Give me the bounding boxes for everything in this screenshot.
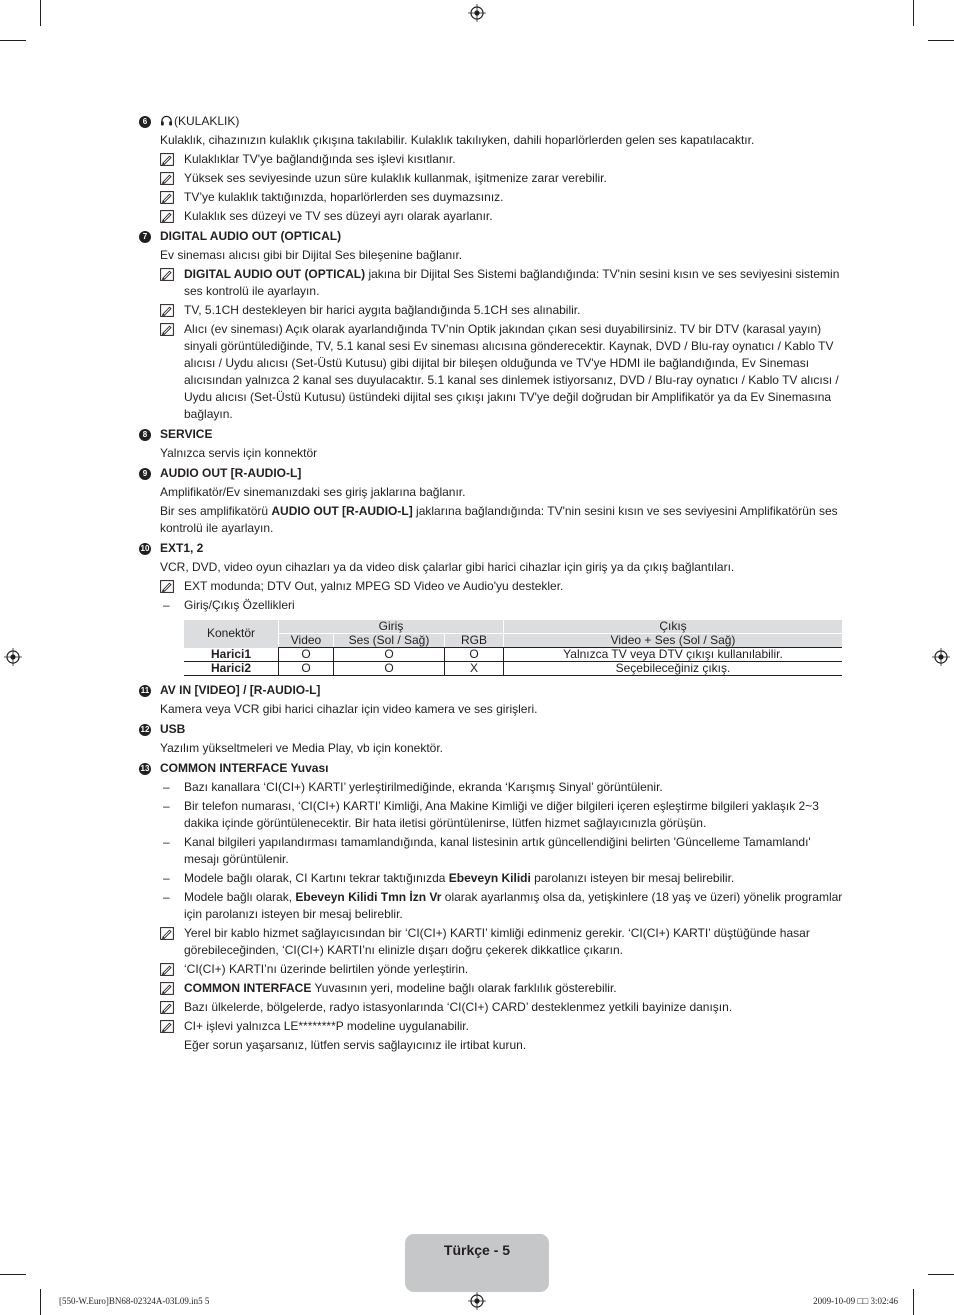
crop-mark	[928, 40, 954, 41]
text-run: Bir telefon numarası, ‘CI(CI+) KARTI’ Kimliği, Ana Makine Kimliği ve diğer bilgileri içeren eşleştirme bilgileri yaklaşık 2~3 dakika içinde görüntülenecektir. Bir hata iletisi görüntülenirse, lütfen hizmet sağlayıcınızla görüşün.	[184, 799, 819, 830]
note-item	[160, 980, 844, 997]
table-cell: O	[279, 662, 334, 676]
paragraph	[160, 503, 844, 537]
dash-item	[160, 870, 844, 887]
note-item	[160, 925, 844, 959]
registration-mark-icon	[4, 648, 22, 666]
table-subheader-cell: Ses (Sol / Sağ)	[334, 634, 445, 648]
text-run: Bazı kanallara ‘CI(CI+) KARTI’ yerleştirilmediğinde, ekranda ‘Karışmış Sinyal’ görüntülenir.	[184, 780, 663, 794]
table-cell: Harici1	[184, 648, 279, 662]
note-item	[160, 151, 844, 168]
paragraph	[160, 445, 844, 462]
crop-mark	[40, 1289, 41, 1315]
plain-note-line	[160, 1037, 844, 1054]
section-title: COMMON INTERFACE Yuvası	[160, 761, 329, 775]
table-header-input: Giriş	[279, 620, 504, 634]
text-run: Kulaklık ses düzeyi ve TV ses düzeyi ayrı olarak ayarlanır.	[184, 209, 493, 223]
paragraph	[160, 132, 844, 149]
section-6	[139, 113, 844, 225]
text-run: Bazı ülkelerde, bölgelerde, radyo istasyonlarında ‘CI(CI+) CARD’ desteklenmez yetkili bayinize danışın.	[184, 1000, 733, 1014]
section-heading	[142, 113, 844, 130]
dash-item	[160, 597, 844, 614]
text-run: EXT modunda; DTV Out, yalnız MPEG SD Video ve Audio'yu destekler.	[184, 579, 564, 593]
section-number-badge: 10	[140, 544, 150, 553]
note-item	[160, 302, 844, 319]
text-run: olarak ayarlanmış olsa da, yetişkinlere (18 yaş ve üzeri) yönelik programlar için parolanızı isteyen bir mesaj belireblir.	[184, 890, 843, 921]
text-run: Ev sineması alıcısı gibi bir Dijital Ses bileşenine bağlanır.	[160, 248, 463, 262]
text-run: Modele bağlı olarak, CI Kartını tekrar taktığınızda	[184, 871, 449, 885]
text-run: Yalnızca servis için konnektör	[160, 446, 318, 460]
text-run: jakına bir Dijital Ses Sistemi bağlandığında: TV'nin sesini kısın ve ses seviyesini sistemin ses kontrolü ile ayarlayın.	[184, 267, 840, 298]
table-row	[184, 648, 842, 662]
table-cell: O	[334, 662, 445, 676]
table-cell: Harici2	[184, 662, 279, 676]
note-icon	[160, 927, 174, 940]
text-run: Yazılım yükseltmeleri ve Media Play, vb için konektör.	[160, 741, 443, 755]
table-cell: O	[445, 648, 504, 662]
section-number-badge: 7	[139, 231, 151, 243]
note-icon	[160, 1001, 174, 1014]
section-title: SERVICE	[160, 427, 213, 441]
text-run: parolanızı isteyen bir mesaj belirebilir.	[530, 871, 735, 885]
registration-mark-icon	[468, 4, 486, 22]
note-item	[160, 170, 844, 187]
dash-item	[160, 834, 844, 868]
note-item	[160, 999, 844, 1016]
dash-bullet: –	[163, 598, 170, 612]
page-number-tab	[405, 1234, 549, 1292]
text-run: Kulaklık, cihazınızın kulaklık çıkışına takılabilir. Kulaklık takılıyken, dahili hoparlörlerden gelen ses kapatılacaktır.	[160, 133, 755, 147]
text-run: Yüksek ses seviyesinde uzun süre kulaklık kullanmak, işitmenize zarar verebilir.	[184, 171, 607, 185]
crop-mark	[0, 40, 26, 41]
text-run: Amplifikatör/Ev sinemanızdaki ses giriş jaklarına bağlanır.	[160, 485, 466, 499]
crop-mark	[913, 0, 914, 26]
note-item	[160, 266, 844, 300]
section-8	[139, 426, 844, 462]
text-run: Giriş/Çıkış Özellikleri	[184, 598, 295, 612]
note-item	[160, 321, 844, 423]
section-heading	[140, 682, 844, 699]
dash-item	[160, 779, 844, 796]
section-title: (KULAKLIK)	[174, 114, 240, 128]
paragraph	[160, 484, 844, 501]
text-run: Yuvasının yeri, modeline bağlı olarak farklılık gösterebilir.	[311, 981, 617, 995]
section-heading	[140, 721, 844, 738]
text-run: Kanal bilgileri yapılandırması tamamlandığında, kanal listesinin artık güncellendiğini belirten 'Güncelleme Tamamlandı' mesajı görüntülenir.	[184, 835, 811, 866]
dash-bullet: –	[163, 799, 170, 813]
section-title: AV IN [VIDEO] / [R-AUDIO-L]	[160, 683, 321, 697]
note-icon	[160, 1020, 174, 1033]
section-7	[139, 228, 844, 423]
section-heading	[140, 760, 844, 777]
note-icon	[160, 323, 174, 336]
crop-mark	[40, 0, 41, 26]
text-run: Alıcı (ev sineması) Açık olarak ayarlandığında TV’nin Optik jakından çıkan sesi duyabilirsiniz. TV bir DTV (karasal yayın) sinyali görüntülediğinde, TV, 5.1 kanal sesi Ev sineması alıcısına gönderecektir. Kaynak, DVD / Blu-ray oynatıcı / Kablo TV alıcısı / Uydu alıcısı (Set-Üstü Kutusu) gibi dijital bir bileşen olduğunda ve TV'ye HDMI ile bağlandığında, Ev Sineması alıcısından yalnızca 2 kanal ses duyulacaktır. 5.1 kanal ses dinlemek istiyorsanız, DVD / Blu-ray oynatıcı / Kablo TV alıcısı / Uydu alıcısı (Set-Üstü Kutusu) üstündeki dijital ses çıkışı jakını TV'ye değil doğrudan bir Amplifikatör ya da Ev Sinemasına bağlayın.	[184, 322, 839, 421]
crop-mark	[0, 1274, 26, 1275]
text-run: VCR, DVD, video oyun cihazları ya da video disk çalarlar gibi harici cihazlar için giriş ya da çıkış bağlantıları.	[160, 560, 735, 574]
note-icon	[160, 172, 174, 185]
ports-table	[184, 620, 842, 676]
text-run: TV’ye kulaklık taktığınızda, hoparlörlerden ses duymazsınız.	[184, 190, 504, 204]
note-item	[160, 578, 844, 595]
text-run: Kulaklıklar TV'ye bağlandığında ses işlevi kısıtlanır.	[184, 152, 456, 166]
section-heading	[142, 465, 844, 482]
note-item	[160, 1018, 844, 1035]
text-run: ‘CI(CI+) KARTI’nı üzerinde belirtilen yönde yerleştirin.	[184, 962, 469, 976]
table-subheader-cell: RGB	[445, 634, 504, 648]
dash-item	[160, 889, 844, 923]
bold-term: AUDIO OUT [R-AUDIO-L]	[271, 504, 413, 518]
section-number-badge: 6	[139, 116, 151, 128]
bold-term: COMMON INTERFACE	[184, 981, 312, 995]
headphone-icon	[160, 115, 173, 126]
note-icon	[160, 304, 174, 317]
dash-item	[160, 798, 844, 832]
text-run: Eğer sorun yaşarsanız, lütfen servis sağlayıcınız ile irtibat kurun.	[184, 1038, 527, 1052]
table-cell: O	[279, 648, 334, 662]
paragraph	[160, 559, 844, 576]
text-run: Modele bağlı olarak,	[184, 890, 296, 904]
note-icon	[160, 210, 174, 223]
paragraph	[160, 701, 844, 718]
table-subheader-cell: Video + Ses (Sol / Sağ)	[504, 634, 843, 648]
section-11	[139, 682, 844, 718]
table-cell: O	[334, 648, 445, 662]
dash-bullet: –	[163, 890, 170, 904]
table-header-connector: Konektör	[184, 620, 279, 648]
note-icon	[160, 580, 174, 593]
table-cell: Seçebileceğiniz çıkış.	[504, 662, 843, 676]
registration-mark-icon	[468, 1292, 486, 1310]
text-run: jaklarına bağlandığında: TV'nin sesini kısın ve ses seviyesini Amplifikatörün ses kontrolü ile ayarlayın.	[160, 504, 838, 535]
registration-mark-icon	[932, 648, 950, 666]
page-content	[139, 110, 844, 1054]
table-subheader-cell: Video	[279, 634, 334, 648]
section-heading	[140, 540, 844, 557]
table-header-row	[184, 620, 842, 634]
section-heading	[142, 228, 844, 245]
table-subheader-row	[184, 634, 842, 648]
bold-term: Ebeveyn Kilidi	[448, 871, 531, 885]
text-run: TV, 5.1CH destekleyen bir harici aygıta bağlandığında 5.1CH ses alınabilir.	[184, 303, 581, 317]
section-heading	[142, 426, 844, 443]
section-number-badge: 11	[140, 686, 150, 695]
table-cell: X	[445, 662, 504, 676]
dash-bullet: –	[163, 835, 170, 849]
paragraph	[160, 247, 844, 264]
note-icon	[160, 191, 174, 204]
dash-bullet: –	[163, 780, 170, 794]
note-icon	[160, 982, 174, 995]
dash-bullet: –	[163, 871, 170, 885]
print-slug-right: 2009-10-09 □□ 3:02:46	[813, 1296, 898, 1306]
section-12	[139, 721, 844, 757]
section-title: DIGITAL AUDIO OUT (OPTICAL)	[160, 229, 342, 243]
section-number-badge: 13	[140, 764, 150, 773]
section-10	[139, 540, 844, 676]
section-number-badge: 12	[140, 725, 150, 734]
crop-mark	[928, 1274, 954, 1275]
text-run: Kamera veya VCR gibi harici cihazlar için video kamera ve ses girişleri.	[160, 702, 538, 716]
bold-term: Ebeveyn Kilidi Tmn İzn Vr	[295, 890, 442, 904]
section-9	[139, 465, 844, 537]
section-number-badge: 9	[139, 468, 151, 480]
text-run: Bir ses amplifikatörü	[160, 504, 272, 518]
paragraph	[160, 740, 844, 757]
page-label: Türkçe - 5	[443, 1242, 511, 1258]
note-icon	[160, 153, 174, 166]
note-item	[160, 961, 844, 978]
text-run: Yerel bir kablo hizmet sağlayıcısından bir ‘CI(CI+) KARTI’ kimliği edinmeniz gerekir. ‘CI(CI+) KARTI’ düştüğünde hasar görebileceğinden, ‘CI(CI+) KARTI’nı elinizle dışarı doğru çekerek dikkatlice çıkarın.	[184, 926, 810, 957]
note-item	[160, 189, 844, 206]
section-title: EXT1, 2	[160, 541, 204, 555]
crop-mark	[913, 1289, 914, 1315]
table-header-output: Çıkış	[504, 620, 843, 634]
table-row	[184, 662, 842, 676]
note-item	[160, 208, 844, 225]
table-cell: Yalnızca TV veya DTV çıkışı kullanılabilir.	[504, 648, 843, 662]
note-icon	[160, 268, 174, 281]
section-title: AUDIO OUT [R-AUDIO-L]	[160, 466, 302, 480]
print-slug-left: [550-W.Euro]BN68-02324A-03L09.in5 5	[59, 1296, 210, 1306]
bold-term: DIGITAL AUDIO OUT (OPTICAL)	[184, 267, 366, 281]
text-run: CI+ işlevi yalnızca LE********P modeline uygulanabilir.	[184, 1019, 469, 1033]
note-icon	[160, 963, 174, 976]
section-number-badge: 8	[139, 429, 151, 441]
section-13	[139, 760, 844, 1054]
section-title: USB	[160, 722, 186, 736]
